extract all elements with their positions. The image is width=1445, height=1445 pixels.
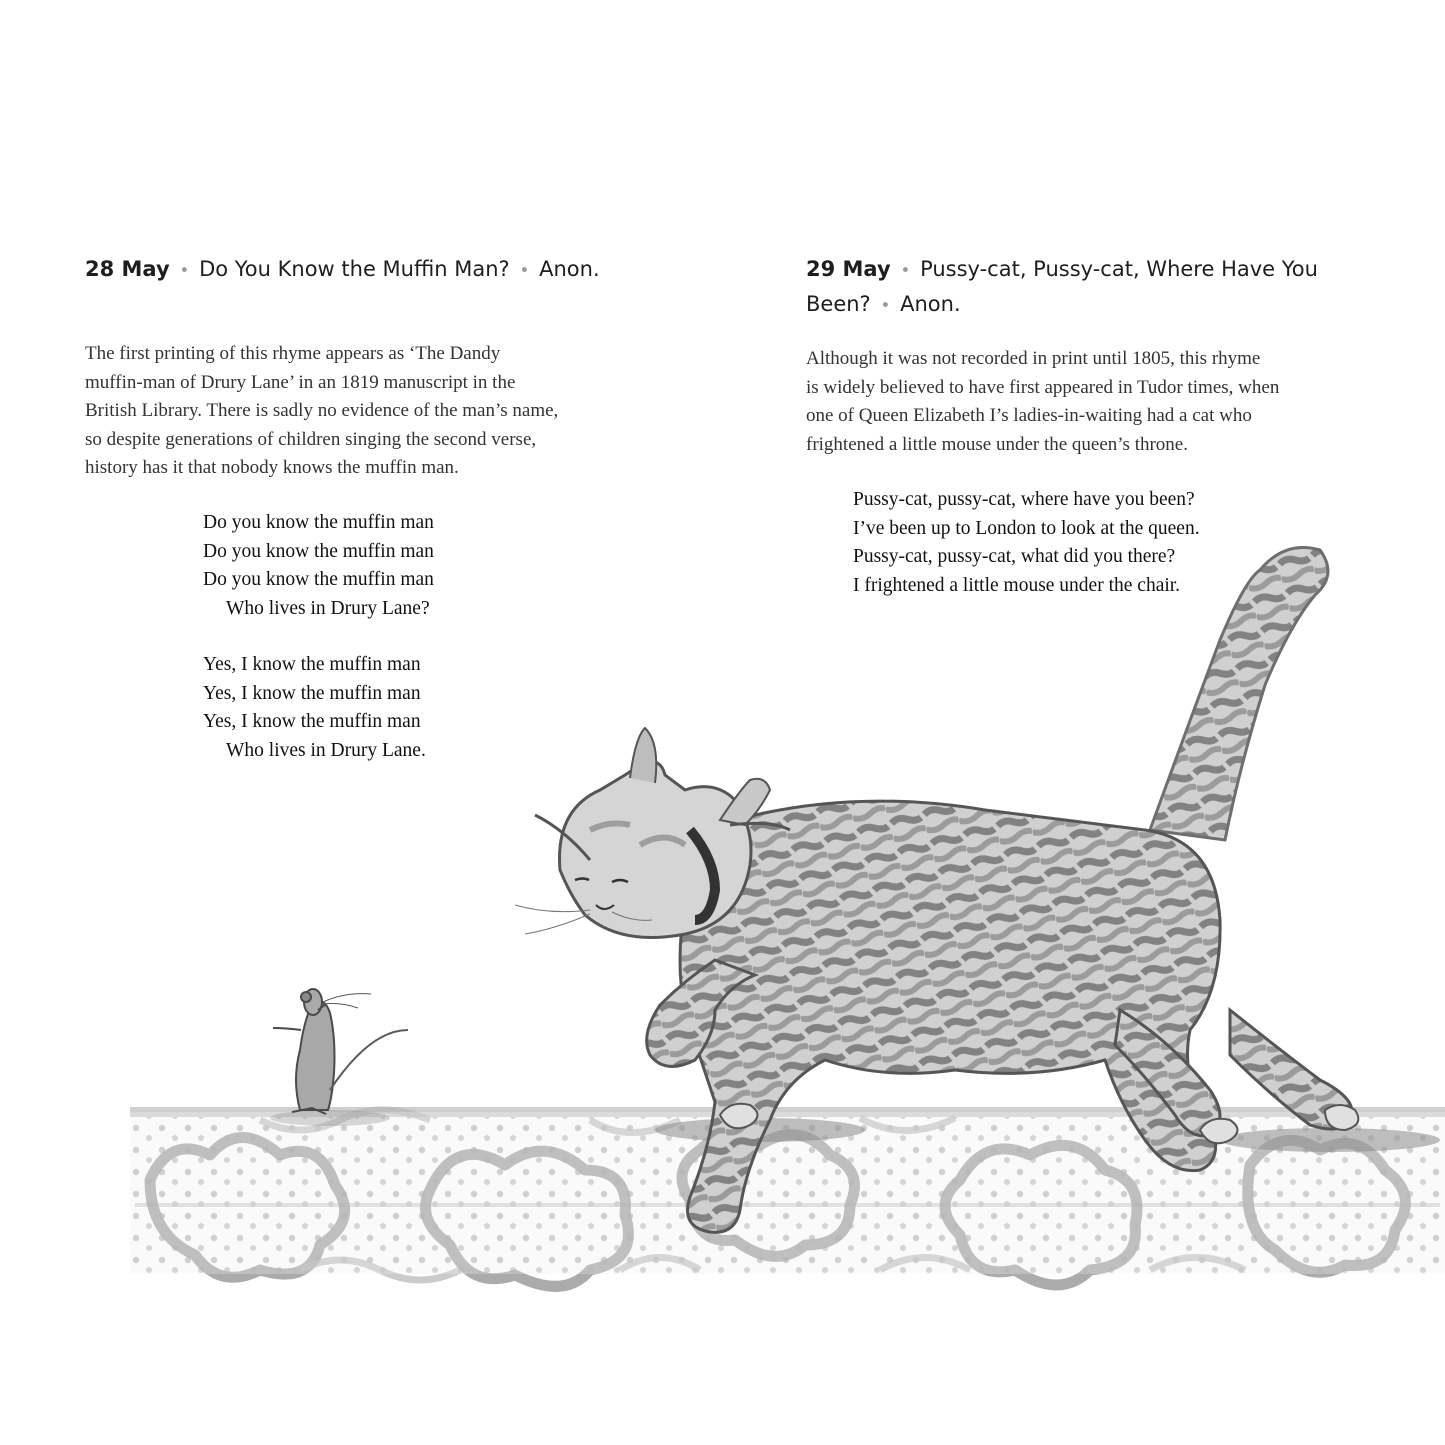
verse-line: Do you know the muffin man (203, 569, 434, 590)
right-heading-separator: • (880, 296, 891, 316)
right-intro-line: one of Queen Elizabeth I’s ladies-in-waiting had a cat who (806, 405, 1252, 426)
left-intro-line: muffin-man of Drury Lane’ in an 1819 manuscript in the (85, 371, 516, 393)
left-entry-title: Do You Know the Muffin Man? (199, 257, 510, 281)
mouse-icon (273, 989, 408, 1114)
verse-line: Pussy-cat, pussy-cat, where have you been? (853, 489, 1195, 510)
verse-line: Who lives in Drury Lane? (226, 597, 430, 619)
right-verse (853, 486, 1200, 600)
right-intro-line: Although it was not recorded in print until 1805, this rhyme (806, 348, 1261, 369)
left-entry-heading (85, 253, 600, 288)
left-heading-separator: • (179, 261, 190, 281)
right-heading-line-1 (806, 253, 1318, 288)
verse-line: Pussy-cat, pussy-cat, what did you there? (853, 546, 1176, 567)
left-entry-author: Anon. (539, 257, 600, 281)
verse-line: Yes, I know the muffin man (203, 682, 421, 704)
right-entry-title-line1: Pussy-cat, Pussy-cat, Where Have You (920, 257, 1318, 281)
verse-line: I’ve been up to London to look at the queen. (853, 517, 1200, 539)
verse-line: Who lives in Drury Lane. (226, 739, 426, 761)
left-heading-separator: • (519, 261, 530, 281)
right-heading-line-2 (806, 288, 1318, 323)
verse-line: Do you know the muffin man (203, 512, 434, 533)
verse-line: Do you know the muffin man (203, 540, 434, 562)
right-intro-line: frightened a little mouse under the queen’s throne. (806, 433, 1188, 455)
left-intro-line: British Library. There is sadly no evidence of the man’s name, (85, 400, 559, 421)
right-intro-paragraph (806, 345, 1279, 459)
right-entry-date: 29 May (806, 257, 891, 281)
stanza-gap (203, 623, 434, 651)
left-intro-line: The first printing of this rhyme appears as ‘The Dandy (85, 343, 501, 364)
right-entry-author: Anon. (900, 292, 961, 316)
verse-line: Yes, I know the muffin man (203, 654, 421, 675)
right-entry-title-line2: Been? (806, 292, 871, 316)
right-entry-heading (806, 253, 1318, 323)
left-intro-line: so despite generations of children singing the second verse, (85, 428, 537, 450)
left-verse (203, 509, 434, 765)
left-intro-paragraph (85, 340, 558, 483)
right-intro-line: is widely believed to have first appeared in Tudor times, when (806, 376, 1280, 398)
left-intro-line: history has it that nobody knows the muffin man. (85, 457, 459, 478)
verse-line: Yes, I know the muffin man (203, 711, 421, 732)
left-entry-date: 28 May (85, 257, 170, 281)
right-heading-separator: • (900, 261, 911, 281)
verse-line: I frightened a little mouse under the chair. (853, 574, 1181, 596)
